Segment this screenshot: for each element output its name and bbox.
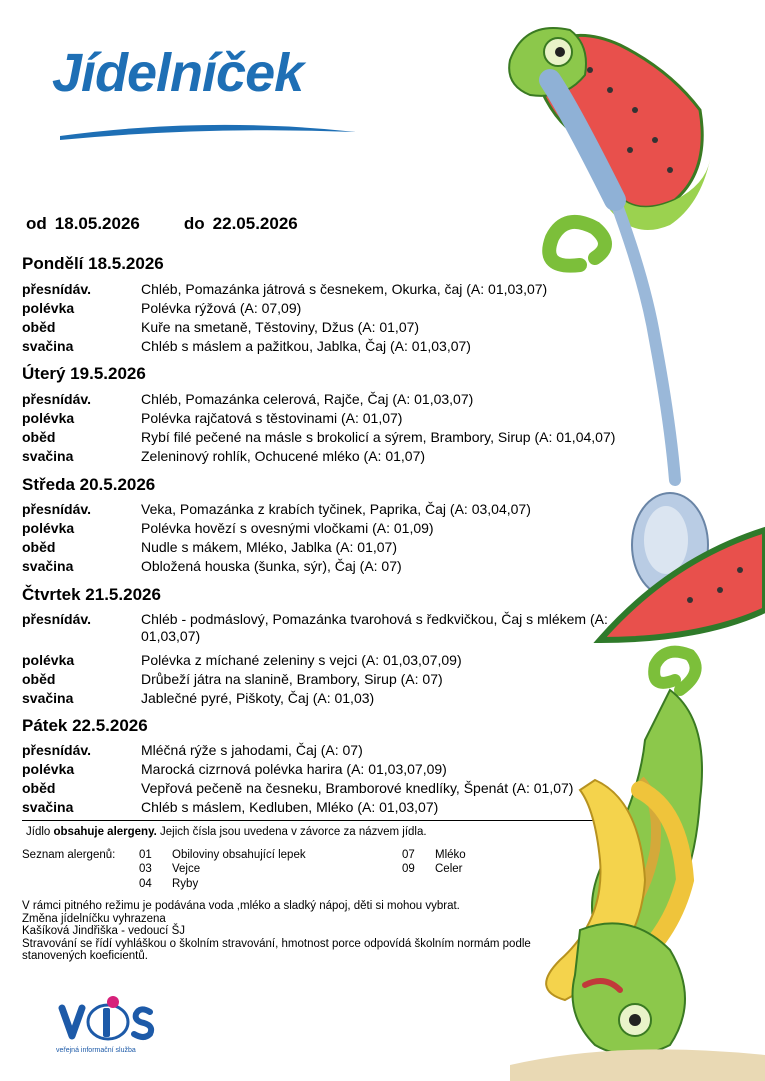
meal-label: přesnídáv. bbox=[22, 391, 91, 407]
allergen-name: Mléko bbox=[435, 849, 466, 861]
meal-label: svačina bbox=[22, 799, 74, 815]
allergen-name: Ryby bbox=[172, 878, 199, 890]
meal-label: polévka bbox=[22, 410, 75, 426]
page-title: Jídelníček bbox=[52, 43, 304, 103]
chameleon-illustration bbox=[470, 0, 765, 1081]
meal-label: polévka bbox=[22, 761, 75, 777]
note-line: stanovených koeficientů. bbox=[22, 950, 148, 962]
meal-label: svačina bbox=[22, 558, 74, 574]
meal-text: Chléb, Pomazánka játrová s česnekem, Okurka, čaj (A: 01,03,07) bbox=[141, 281, 548, 297]
meal-label: přesnídáv. bbox=[22, 501, 91, 517]
date-to: 22.05.2026 bbox=[212, 214, 298, 233]
meal-text: Chléb, Pomazánka celerová, Rajče, Čaj (A: 01,03,07) bbox=[141, 391, 474, 407]
meal-label: oběd bbox=[22, 319, 56, 335]
day-title-tuesday: Úterý 19.5.2026 bbox=[22, 364, 146, 383]
meal-label: oběd bbox=[22, 780, 56, 796]
meal-text: Rybí filé pečené na másle s brokolicí a sýrem, Brambory, Sirup (A: 01,04,07) bbox=[141, 429, 616, 445]
allergen-name: Obiloviny obsahující lepek bbox=[172, 849, 306, 861]
meal-text: Zeleninový rohlík, Ochucené mléko (A: 01,07) bbox=[141, 448, 426, 464]
meal-label: přesnídáv. bbox=[22, 742, 91, 758]
allergen-code: 03 bbox=[139, 863, 152, 875]
meal-label: svačina bbox=[22, 338, 74, 354]
date-from: 18.05.2026 bbox=[54, 214, 140, 233]
title-underline-swoosh bbox=[58, 112, 358, 146]
note-line: Kašíková Jindřiška - vedoucí ŠJ bbox=[22, 925, 185, 937]
meal-label: polévka bbox=[22, 520, 75, 536]
allergen-note-suffix: Jejich čísla jsou uvedena v závorce za názvem jídla. bbox=[156, 826, 427, 838]
note-line: V rámci pitného režimu je podávána voda ,mléko a sladký nápoj, děti si mohou vybrat. bbox=[22, 900, 460, 912]
meal-text: Polévka hovězí s ovesnými vločkami (A: 01,09) bbox=[141, 520, 434, 536]
allergen-note-bold: obsahuje alergeny. bbox=[53, 826, 157, 838]
date-from-label: od bbox=[26, 214, 47, 233]
meal-text: Chléb s máslem, Kedluben, Mléko (A: 01,03,07) bbox=[141, 799, 439, 815]
allergen-code: 07 bbox=[402, 849, 415, 861]
meal-label: oběd bbox=[22, 539, 56, 555]
allergen-name: Vejce bbox=[172, 863, 201, 875]
day-title-thursday: Čtvrtek 21.5.2026 bbox=[22, 585, 161, 604]
date-range bbox=[26, 214, 298, 234]
meal-text: Kuře na smetaně, Těstoviny, Džus (A: 01,07) bbox=[141, 319, 420, 335]
meal-text: Jablečné pyré, Piškoty, Čaj (A: 01,03) bbox=[141, 690, 375, 706]
note-line: Stravování se řídí vyhláškou o školním stravování, hmotnost porce odpovídá školním normám podle bbox=[22, 937, 531, 950]
meal-label: oběd bbox=[22, 429, 56, 445]
meal-text: Drůbeží játra na slanině, Brambory, Sirup (A: 07) bbox=[141, 671, 443, 687]
meal-text: Nudle s mákem, Mléko, Jablka (A: 01,07) bbox=[141, 539, 397, 555]
date-to-label: do bbox=[183, 214, 205, 233]
day-title-wednesday: Středa 20.5.2026 bbox=[22, 475, 156, 494]
day-title-monday: Pondělí 18.5.2026 bbox=[22, 254, 164, 273]
allergen-code: 01 bbox=[139, 849, 152, 861]
meal-text: Vepřová pečeně na česneku, Bramborové knedlíky, Špenát (A: 01,07) bbox=[141, 780, 574, 796]
allergen-note-prefix: Jídlo bbox=[26, 826, 54, 838]
vis-logo-tagline: veřejná informační služba bbox=[56, 1047, 136, 1054]
meal-text: Mléčná rýže s jahodami, Čaj (A: 07) bbox=[141, 742, 363, 758]
allergen-note bbox=[26, 826, 427, 839]
meal-label: polévka bbox=[22, 652, 75, 668]
meal-label: oběd bbox=[22, 671, 56, 687]
vis-logo bbox=[56, 994, 166, 1056]
meal-label: přesnídáv. bbox=[22, 611, 91, 627]
meal-text: Marocká cizrnová polévka harira (A: 01,03,07,09) bbox=[141, 761, 447, 777]
meal-text: Polévka z míchané zeleniny s vejci (A: 01,03,07,09) bbox=[141, 652, 462, 668]
meal-text: Polévka rýžová (A: 07,09) bbox=[141, 300, 302, 316]
meal-label: přesnídáv. bbox=[22, 281, 91, 297]
day-title-friday: Pátek 22.5.2026 bbox=[22, 716, 148, 735]
meal-text: Chléb s máslem a pažitkou, Jablka, Čaj (A: 01,03,07) bbox=[141, 338, 471, 354]
note-line: Změna jídelníčku vyhrazena bbox=[22, 912, 166, 925]
meal-text: Obložená houska (šunka, sýr), Čaj (A: 07) bbox=[141, 558, 402, 574]
meal-text: Polévka rajčatová s těstovinami (A: 01,07) bbox=[141, 410, 403, 426]
meal-label: polévka bbox=[22, 300, 75, 316]
allergen-code: 09 bbox=[402, 863, 415, 875]
meal-text: Veka, Pomazánka z krabích tyčinek, Paprika, Čaj (A: 03,04,07) bbox=[141, 501, 531, 517]
allergen-list-label: Seznam alergenů: bbox=[22, 849, 116, 861]
meal-label: svačina bbox=[22, 448, 74, 464]
allergen-name: Celer bbox=[435, 863, 463, 875]
meal-text: Chléb - podmáslový, Pomazánka tvarohová s ředkvičkou, Čaj s mlékem (A: 01,03,07) bbox=[141, 611, 608, 644]
allergen-code: 04 bbox=[139, 878, 152, 890]
meal-label: svačina bbox=[22, 690, 74, 706]
